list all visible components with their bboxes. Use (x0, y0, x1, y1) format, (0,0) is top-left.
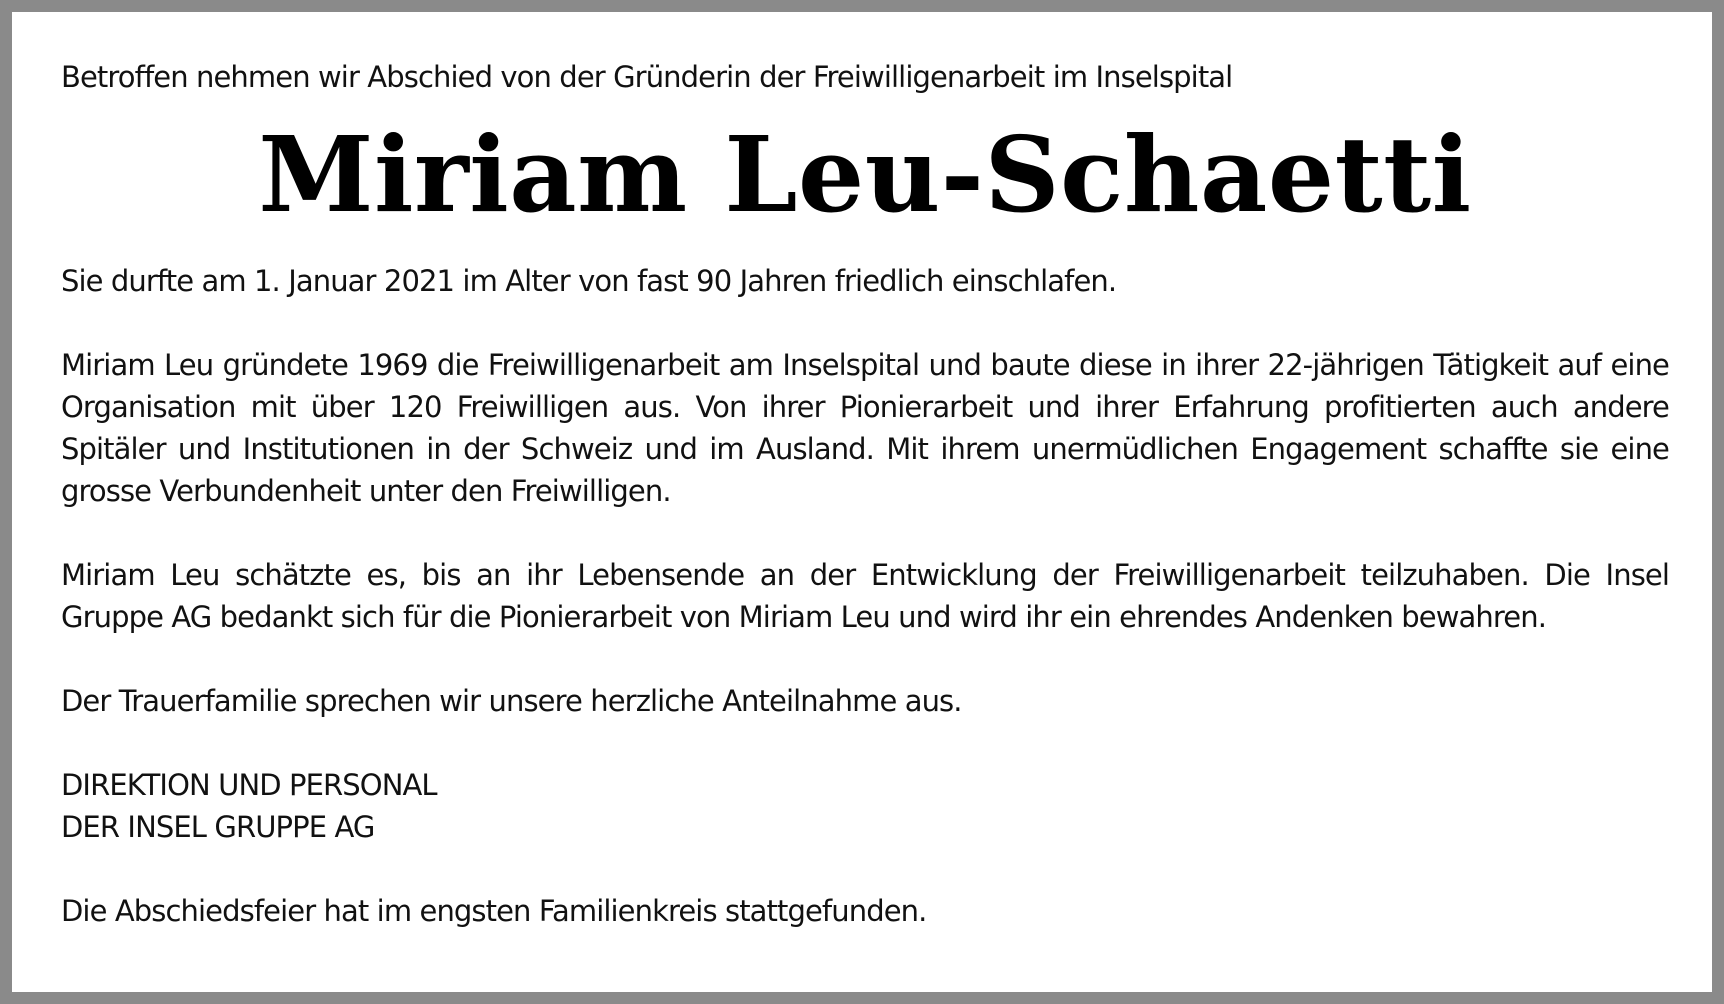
paragraph-gratitude: Miriam Leu schätzte es, bis an ihr Lebensende an der Entwicklung der Freiwilligenarbeit teilzuhaben. Die Insel Gruppe AG bedankt sich für die Pionierarbeit von Miriam Leu und wird ihr ein ehrendes Andenken bewahren. (61, 558, 1669, 634)
death-sentence: Sie durfte am 1. Januar 2021 im Alter von fast 90 Jahren friedlich einschlafen. (61, 264, 1117, 298)
obituary-notice (12, 12, 1712, 992)
deceased-name: Miriam Leu-Schaetti (258, 113, 1472, 236)
ceremony-note: Die Abschiedsfeier hat im engsten Familienkreis stattgefunden. (61, 894, 927, 928)
intro-line: Betroffen nehmen wir Abschied von der Gründerin der Freiwilligenarbeit im Inselspital (61, 60, 1233, 94)
notice-content (61, 56, 1669, 932)
signature-line-1: DIREKTION UND PERSONAL (61, 768, 437, 802)
condolence-line: Der Trauerfamilie sprechen wir unsere herzliche Anteilnahme aus. (61, 684, 962, 718)
signature-block (61, 764, 1669, 848)
paragraph-founding: Miriam Leu gründete 1969 die Freiwilligenarbeit am Inselspital und baute diese in ihrer 22-jährigen Tätigkeit auf eine Organisation mit über 120 Freiwilligen aus. Von ihrer Pionierarbeit und ihrer Erfahrung profitierten auch andere Spitäler und Institutionen in der Schweiz und im Ausland. Mit ihrem unermüdlichen Engagement schaffte sie eine grosse Verbundenheit unter den Freiwilligen. (61, 348, 1669, 508)
signature-line-2: DER INSEL GRUPPE AG (61, 810, 375, 844)
